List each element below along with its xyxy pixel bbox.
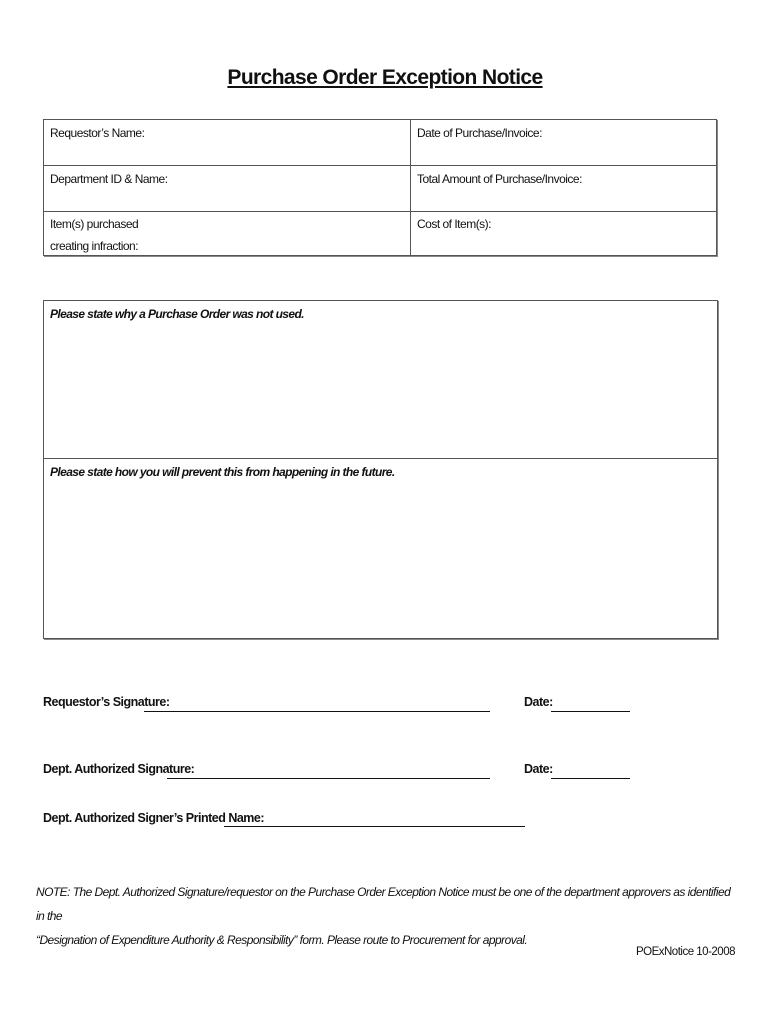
why-no-po-answer-area[interactable] (44, 325, 717, 457)
items-label-line2: creating infraction: (50, 239, 139, 253)
department-field[interactable] (44, 168, 410, 190)
why-no-po-label: Please state why a Purchase Order was not used. (50, 307, 304, 321)
date2-line[interactable] (551, 778, 630, 779)
date2-label: Date: (524, 762, 553, 776)
note-line1: NOTE: The Dept. Authorized Signature/requestor on the Purchase Order Exception Notice must be one of the department approvers as identified in the (36, 885, 731, 923)
purchase-date-label: Date of Purchase/Invoice: (417, 126, 542, 140)
requestor-name-field[interactable] (44, 122, 410, 144)
page-title: Purchase Order Exception Notice (227, 66, 543, 89)
requestor-signature-line[interactable] (144, 711, 490, 712)
table-divider-row-2 (44, 211, 716, 212)
requestor-info-table (43, 119, 717, 256)
total-amount-field[interactable] (411, 168, 716, 190)
prevention-label: Please state how you will prevent this from happening in the future. (50, 465, 395, 479)
item-cost-field[interactable] (411, 213, 716, 235)
department-label: Department ID & Name: (50, 172, 168, 186)
printed-name-label: Dept. Authorized Signer’s Printed Name: (43, 811, 265, 825)
purchase-date-field[interactable] (411, 122, 716, 144)
form-id: POExNotice 10-2008 (635, 946, 735, 958)
date1-line[interactable] (551, 711, 630, 712)
requestor-name-label: Requestor’s Name: (50, 126, 145, 140)
note-line2: “Designation of Expenditure Authority & Responsibility” form. Please route to Procurement for approval. (36, 933, 528, 947)
explanation-divider (44, 458, 717, 459)
prevention-answer-area[interactable] (44, 483, 717, 637)
approval-note (36, 880, 736, 952)
dept-signature-line[interactable] (167, 778, 490, 779)
total-amount-label: Total Amount of Purchase/Invoice: (417, 172, 582, 186)
requestor-signature-label: Requestor’s Signature: (43, 695, 170, 709)
explanation-box (43, 300, 718, 639)
date1-label: Date: (524, 695, 553, 709)
dept-signature-label: Dept. Authorized Signature: (43, 762, 195, 776)
items-label-line1: Item(s) purchased (50, 217, 139, 231)
table-divider-row-1 (44, 165, 716, 166)
items-purchased-field[interactable] (44, 213, 410, 257)
item-cost-label: Cost of Item(s): (417, 217, 492, 231)
printed-name-line[interactable] (224, 826, 525, 827)
